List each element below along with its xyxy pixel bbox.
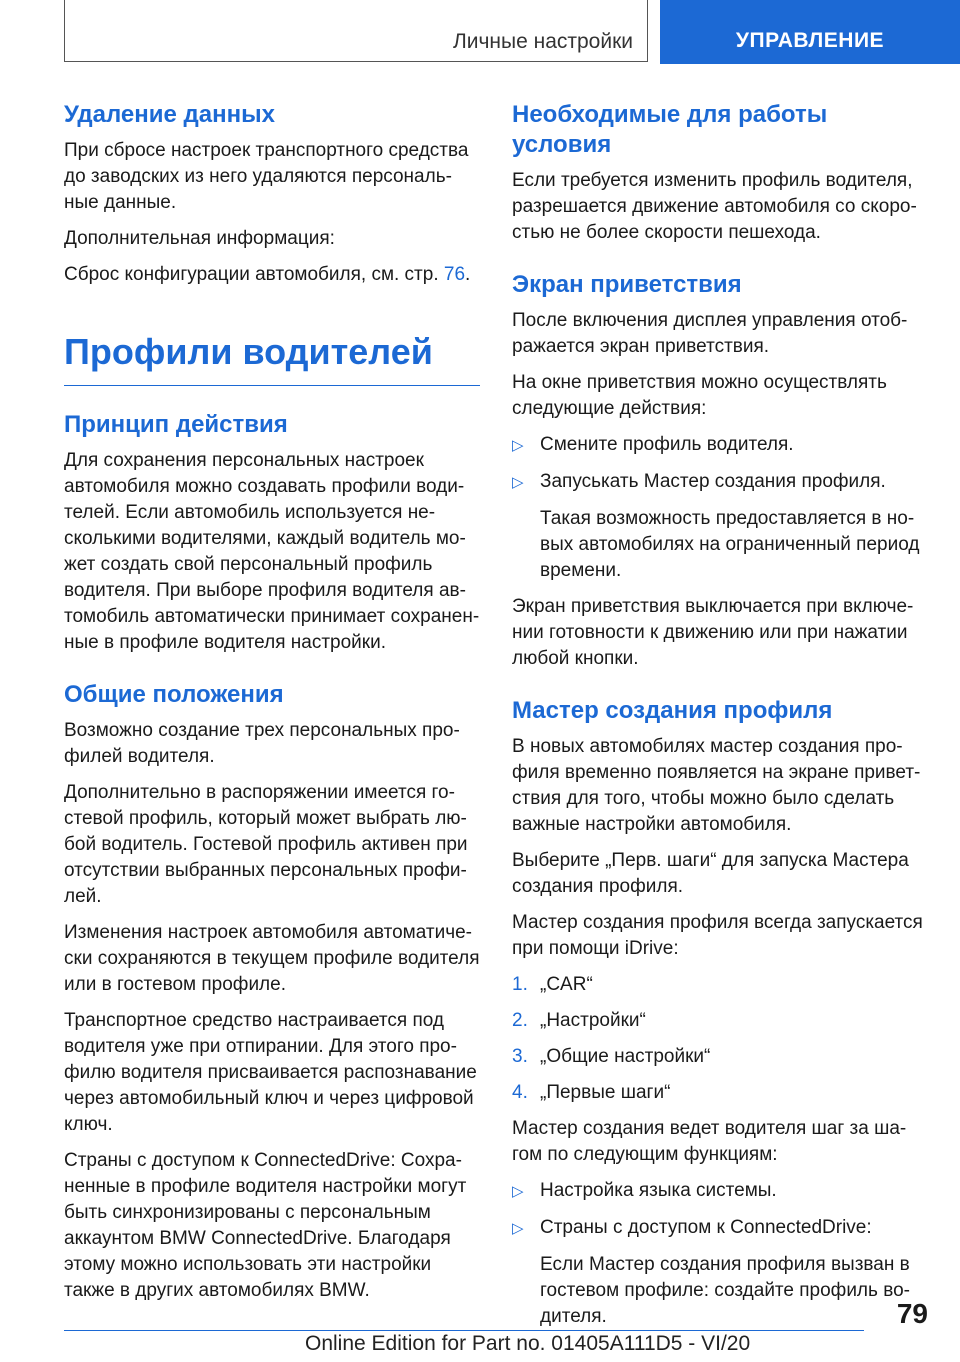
heading-conditions: Необходимые для работы условия — [512, 101, 828, 158]
text: Сброс конфигурации автомобиля, см. стр. — [64, 264, 444, 285]
heading-principle: Принцип действия — [64, 411, 288, 439]
paragraph: При сбросе настроек транспортного средства до заводских из него удаляются персональ-ные данные. — [64, 140, 469, 213]
heading-driver-profiles: Профили водителей — [64, 330, 480, 386]
paragraph: Дополнительно в распоряжении имеется го-стевой профиль, который может выбрать лю-бой водитель. Гостевой профиль активен при отсутствии выбранных персональных профи-лей. — [64, 782, 468, 908]
paragraph: Выберите „Перв. шаги“ для запуска Мастера создания профиля. — [512, 850, 909, 897]
header-chapter-tab: УПРАВЛЕНИЕ — [660, 0, 960, 64]
left-column — [64, 100, 480, 1314]
heading-delete-data: Удаление данных — [64, 101, 275, 128]
step-number: 4. — [512, 1082, 528, 1103]
list-item-text: Смените профиль водителя. — [540, 434, 794, 455]
page-number: 79 — [896, 1298, 928, 1329]
list-item-text: Страны с доступом к ConnectedDrive: — [540, 1217, 872, 1238]
list-item — [512, 1215, 928, 1242]
triangle-right-icon: ▷ — [512, 1220, 524, 1237]
step-number: 1. — [512, 974, 528, 995]
step-text: „Первые шаги“ — [540, 1082, 671, 1103]
right-column — [512, 100, 928, 1340]
step-text: „Общие настройки“ — [540, 1046, 711, 1067]
step-text: „CAR“ — [540, 974, 593, 995]
triangle-right-icon: ▷ — [512, 474, 524, 491]
list-item — [512, 1178, 928, 1205]
heading-profile-wizard: Мастер создания профиля — [512, 697, 833, 724]
paragraph: Для сохранения персональных настроек автомобиля можно создавать профили води-телей. Если автомобиль используется не-сколькими водителями, каждый водитель мо-жет создать свой персональный профиль водителя. При выборе профиля водителя ав-томобиль автоматически принимает сохранен-ные в профиле водителя настройки. — [64, 450, 480, 654]
paragraph: После включения дисплея управления отоб-ражается экран приветствия. — [512, 310, 908, 357]
paragraph: В новых автомобилях мастер создания про-филя временно появляется на экране привет-ствия для того, чтобы можно было сделать важные настройки автомобиля. — [512, 736, 921, 835]
paragraph: Транспортное средство настраивается под водителя уже при отпирании. Для этого про-филю водителя присваивается распознавание через автомобильный ключ и через цифровой ключ. — [64, 1010, 477, 1136]
paragraph: Экран приветствия выключается при включе-нии готовности к движению или при нажатии любой кнопки. — [512, 596, 914, 669]
list-note: Такая возможность предоставляется в но-вых автомобилях на ограниченный период времени. — [540, 508, 920, 581]
paragraph: На окне приветствия можно осуществлять следующие действия: — [512, 372, 887, 419]
triangle-right-icon: ▷ — [512, 437, 524, 454]
step-number: 2. — [512, 1010, 528, 1031]
list-item-text: Запуськать Мастер создания профиля. — [540, 471, 886, 492]
footer-divider — [64, 1330, 864, 1331]
text: . — [465, 264, 471, 285]
footer-edition: Online Edition for Part no. 01405A111D5 - VI/20 — [305, 1332, 751, 1355]
paragraph: Возможно создание трех персональных про-филей водителя. — [64, 720, 460, 768]
step-item — [512, 1044, 928, 1070]
step-text: „Настройки“ — [540, 1010, 646, 1031]
list-item — [512, 432, 928, 459]
step-item — [512, 972, 928, 998]
step-item — [512, 1008, 928, 1034]
page-header — [64, 0, 960, 64]
header-section-title: Личные настройки — [452, 30, 633, 53]
paragraph: Мастер создания профиля всегда запускается при помощи iDrive: — [512, 912, 923, 959]
header-frame — [64, 0, 648, 62]
page-link[interactable]: 76 — [443, 264, 466, 285]
paragraph: Изменения настроек автомобиля автоматиче-ски сохраняются в текущем профиле водителя или в гостевом профиле. — [64, 922, 480, 996]
paragraph: Если требуется изменить профиль водителя, разрешается движение автомобиля со скоро-стью не более скорости пешехода. — [512, 170, 917, 243]
paragraph: Дополнительная информация: — [64, 228, 335, 249]
list-item-text: Настройка языка системы. — [540, 1180, 777, 1201]
step-item — [512, 1080, 928, 1106]
triangle-right-icon: ▷ — [512, 1183, 524, 1200]
step-number: 3. — [512, 1046, 528, 1067]
heading-welcome-screen: Экран приветствия — [512, 271, 742, 298]
paragraph: Мастер создания ведет водителя шаг за ша-гом по следующим функциям: — [512, 1118, 907, 1165]
heading-general: Общие положения — [64, 681, 284, 709]
list-item — [512, 469, 928, 496]
list-note: Если Мастер создания профиля вызван в гостевом профиле: создайте профиль во-дителя. — [540, 1254, 910, 1327]
paragraph-with-link — [64, 262, 480, 288]
paragraph: Страны с доступом к ConnectedDrive: Сохра-ненные в профиле водителя настройки могут быть синхронизированы с персональным аккаунтом BMW ConnectedDrive. Благодаря этому можно использовать эти настройки также в других автомобилях BMW. — [64, 1150, 467, 1302]
